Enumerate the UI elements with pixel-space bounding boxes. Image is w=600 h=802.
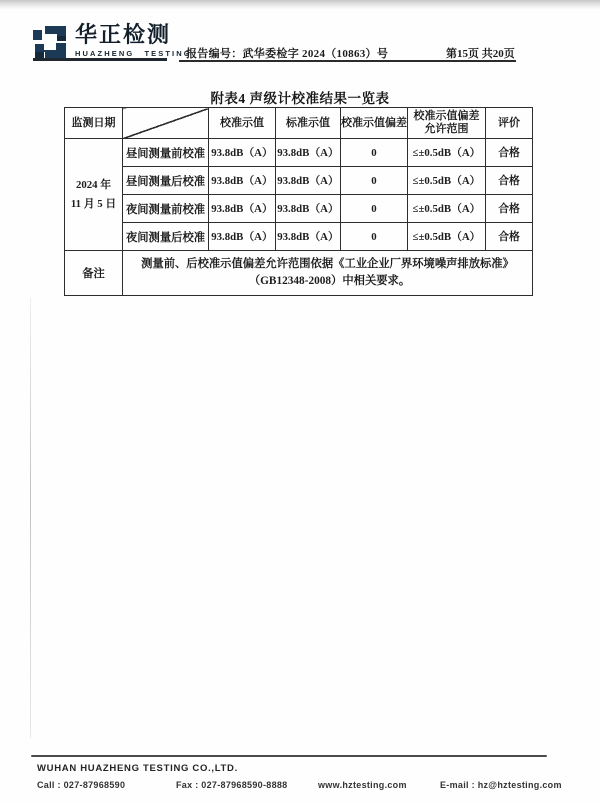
calibration-value: 93.8dB（A） <box>209 167 276 195</box>
header-standard: 标准示值 <box>276 108 341 139</box>
table-header-row <box>65 108 533 139</box>
deviation-value: 0 <box>341 195 408 223</box>
remark-text-cell <box>123 251 533 296</box>
logo-text-block <box>75 23 192 58</box>
header-rule <box>179 60 516 62</box>
calibration-value: 93.8dB（A） <box>209 195 276 223</box>
header-result: 评价 <box>486 108 533 139</box>
deviation-value: 0 <box>341 139 408 167</box>
monitor-date-cell <box>65 139 123 251</box>
header-deviation: 校准示值偏差 <box>341 108 408 139</box>
company-logo <box>32 23 192 62</box>
remark-row <box>65 251 533 296</box>
table-row <box>65 223 533 251</box>
monitor-date-year: 2024 年 <box>75 179 112 192</box>
remark-line1: 测量前、后校准示值偏差允许范围依据《工业企业厂界环境噪声排放标准》 <box>141 257 514 270</box>
footer-website: www.hztesting.com <box>318 780 407 790</box>
calibration-value: 93.8dB（A） <box>209 223 276 251</box>
result-value: 合格 <box>486 223 533 251</box>
row-label: 昼间测量后校准 <box>123 167 209 195</box>
table-row <box>65 167 533 195</box>
row-label: 昼间测量前校准 <box>123 139 209 167</box>
header-allowed-line2: 允许范围 <box>424 123 469 135</box>
footer-rule <box>31 755 547 757</box>
row-label: 夜间测量前校准 <box>123 195 209 223</box>
standard-value: 93.8dB（A） <box>276 167 341 195</box>
footer-phone: Call : 027-87968590 <box>37 780 126 790</box>
allowed-range-value: ≤±0.5dB（A） <box>408 195 486 223</box>
calibration-results-table <box>64 107 533 296</box>
allowed-range-value: ≤±0.5dB（A） <box>408 167 486 195</box>
standard-value: 93.8dB（A） <box>276 139 341 167</box>
result-value: 合格 <box>486 167 533 195</box>
header-diagonal-cell <box>123 108 209 139</box>
header-date: 监测日期 <box>65 108 123 139</box>
remark-label: 备注 <box>65 251 123 296</box>
remark-line2: （GB12348-2008）中相关要求。 <box>248 275 411 287</box>
result-value: 合格 <box>486 195 533 223</box>
deviation-value: 0 <box>341 167 408 195</box>
huazheng-logo-icon <box>32 23 69 62</box>
logo-underline <box>33 58 167 61</box>
header-allowed-range <box>408 108 486 139</box>
row-label: 夜间测量后校准 <box>123 223 209 251</box>
scan-artifact-left-line <box>30 298 31 738</box>
footer-company-name: WUHAN HUAZHENG TESTING CO.,LTD. <box>37 763 238 774</box>
footer-fax: Fax : 027-87968590-8888 <box>176 780 288 790</box>
result-value: 合格 <box>486 139 533 167</box>
footer-email: E-mail : hz@hztesting.com <box>440 780 562 790</box>
table-row <box>65 195 533 223</box>
table-row <box>65 139 533 167</box>
scan-artifact-top <box>0 0 600 10</box>
report-number: 报告编号：武华委检字 2024（10863）号 <box>186 48 389 60</box>
deviation-value: 0 <box>341 223 408 251</box>
calibration-value: 93.8dB（A） <box>209 139 276 167</box>
logo-company-name-cn: 华正检测 <box>75 22 172 47</box>
allowed-range-value: ≤±0.5dB（A） <box>408 139 486 167</box>
header-allowed-line1: 校准示值偏差 <box>413 110 480 123</box>
monitor-date-day: 11 月 5 日 <box>70 197 117 210</box>
page-number: 第15页 共20页 <box>446 48 515 60</box>
standard-value: 93.8dB（A） <box>276 223 341 251</box>
header-calibration: 校准示值 <box>209 108 276 139</box>
standard-value: 93.8dB（A） <box>276 195 341 223</box>
allowed-range-value: ≤±0.5dB（A） <box>408 223 486 251</box>
logo-company-name-en: HUAZHENG TESTING <box>75 49 192 59</box>
table-title: 附表4 声级计校准结果一览表 <box>210 91 390 106</box>
